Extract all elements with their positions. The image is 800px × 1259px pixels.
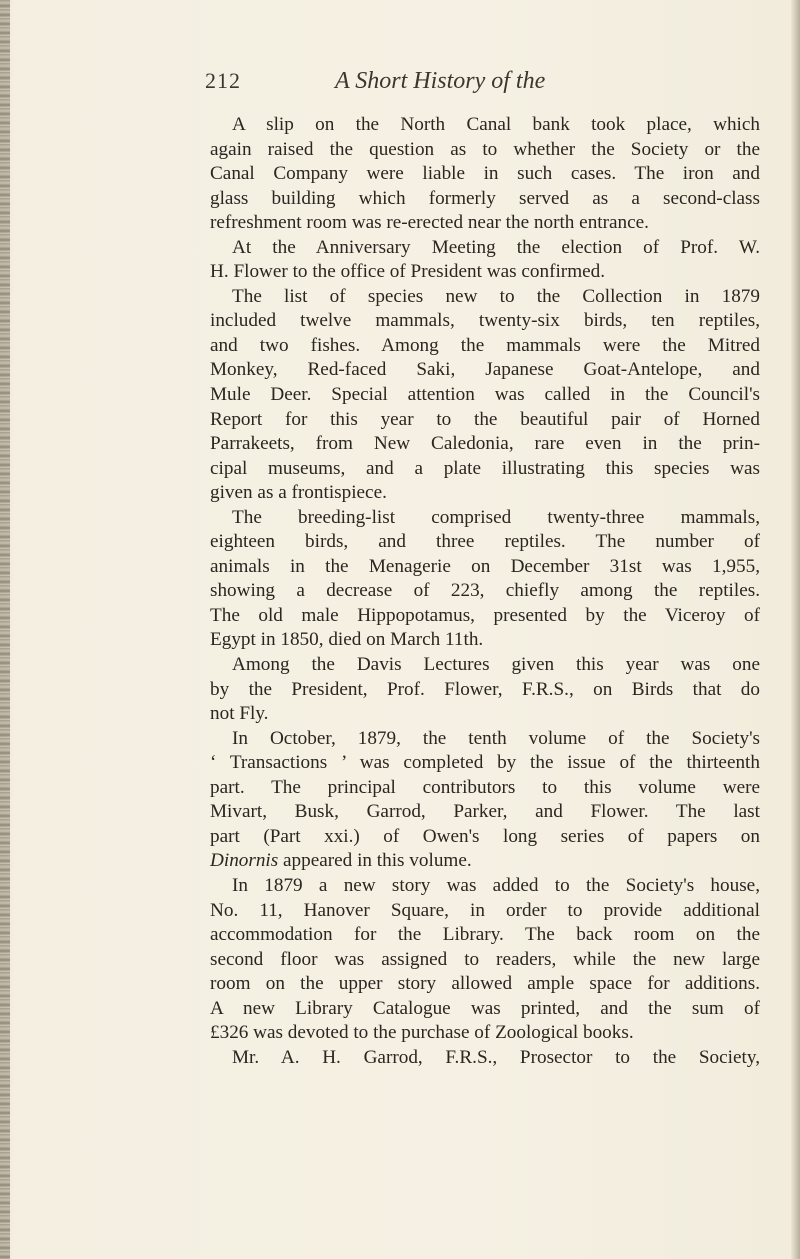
text-line: room on the upper story allowed ample space for additions. <box>210 973 760 995</box>
text-line: Mr. A. H. Garrod, F.R.S., Prosector to the Society, <box>232 1046 760 1068</box>
text-line: accommodation for the Library. The back room on the <box>210 924 760 946</box>
text-line: showing a decrease of 223, chiefly among the reptiles. <box>210 580 760 602</box>
text-line: H. Flower to the office of President was confirmed. <box>210 261 606 283</box>
text-line: No. 11, Hanover Square, in order to provide additional <box>210 899 760 921</box>
text-line: part. The principal contributors to this volume were <box>210 776 760 798</box>
text-line: A slip on the North Canal bank took place, which <box>232 114 760 135</box>
italic-genus-name: Dinornis <box>210 850 279 872</box>
text-line: refreshment room was re-erected near the north entrance. <box>210 212 649 234</box>
text-line: animals in the Menagerie on December 31st was 1,955, <box>210 555 760 577</box>
text-line: ‘ Transactions ’ was completed by the issue of the thirteenth <box>210 752 760 774</box>
page-edge <box>791 0 800 1259</box>
text-line: and two fishes. Among the mammals were the Mitred <box>210 334 760 356</box>
text-line: In 1879 a new story was added to the Society's house, <box>232 874 760 896</box>
binding-edge <box>0 0 10 1259</box>
text-line: The breeding-list comprised twenty-three mammals, <box>232 506 760 528</box>
body-text <box>210 113 760 1070</box>
text-line: given as a frontispiece. <box>210 482 387 504</box>
text-line: glass building which formerly served as a second-class <box>210 187 760 209</box>
text-line: The list of species new to the Collection in 1879 <box>232 285 760 307</box>
text-line: Dinornis appeared in this volume. <box>210 850 472 872</box>
text-line: Canal Company were liable in such cases. The iron and <box>210 163 760 185</box>
page-number: 212 <box>205 68 241 93</box>
text-line: At the Anniversary Meeting the election of Prof. W. <box>232 236 760 258</box>
text-line: Egypt in 1850, died on March 11th. <box>210 629 484 651</box>
text-line: included twelve mammals, twenty-six birds, ten reptiles, <box>210 310 760 332</box>
text-line: Mule Deer. Special attention was called in the Council's <box>210 384 760 406</box>
text-line: Report for this year to the beautiful pair of Horned <box>210 408 760 430</box>
running-title: A Short History of the <box>335 68 546 94</box>
text-line: again raised the question as to whether the Society or the <box>210 138 760 160</box>
text-line: part (Part xxi.) of Owen's long series of papers on <box>210 825 760 847</box>
text-line: The old male Hippopotamus, presented by the Viceroy of <box>210 604 760 626</box>
text-line: Monkey, Red-faced Saki, Japanese Goat-Antelope, and <box>210 359 760 381</box>
text-line: £326 was devoted to the purchase of Zoological books. <box>210 1022 634 1044</box>
text-line: A new Library Catalogue was printed, and the sum of <box>210 997 760 1019</box>
text-line: Parrakeets, from New Caledonia, rare even in the prin- <box>210 433 760 455</box>
text-line: Mivart, Busk, Garrod, Parker, and Flower. The last <box>210 801 760 823</box>
text-line: not Fly. <box>210 703 269 725</box>
text-line: cipal museums, and a plate illustrating this species was <box>210 457 760 479</box>
text-line: eighteen birds, and three reptiles. The number of <box>210 531 760 553</box>
page-header <box>205 68 765 102</box>
text-line: by the President, Prof. Flower, F.R.S., on Birds that do <box>210 678 760 700</box>
text-line: In October, 1879, the tenth volume of the Society's <box>232 727 760 749</box>
text-line: Among the Davis Lectures given this year was one <box>232 654 760 676</box>
text-line: second floor was assigned to readers, while the new large <box>210 948 760 970</box>
